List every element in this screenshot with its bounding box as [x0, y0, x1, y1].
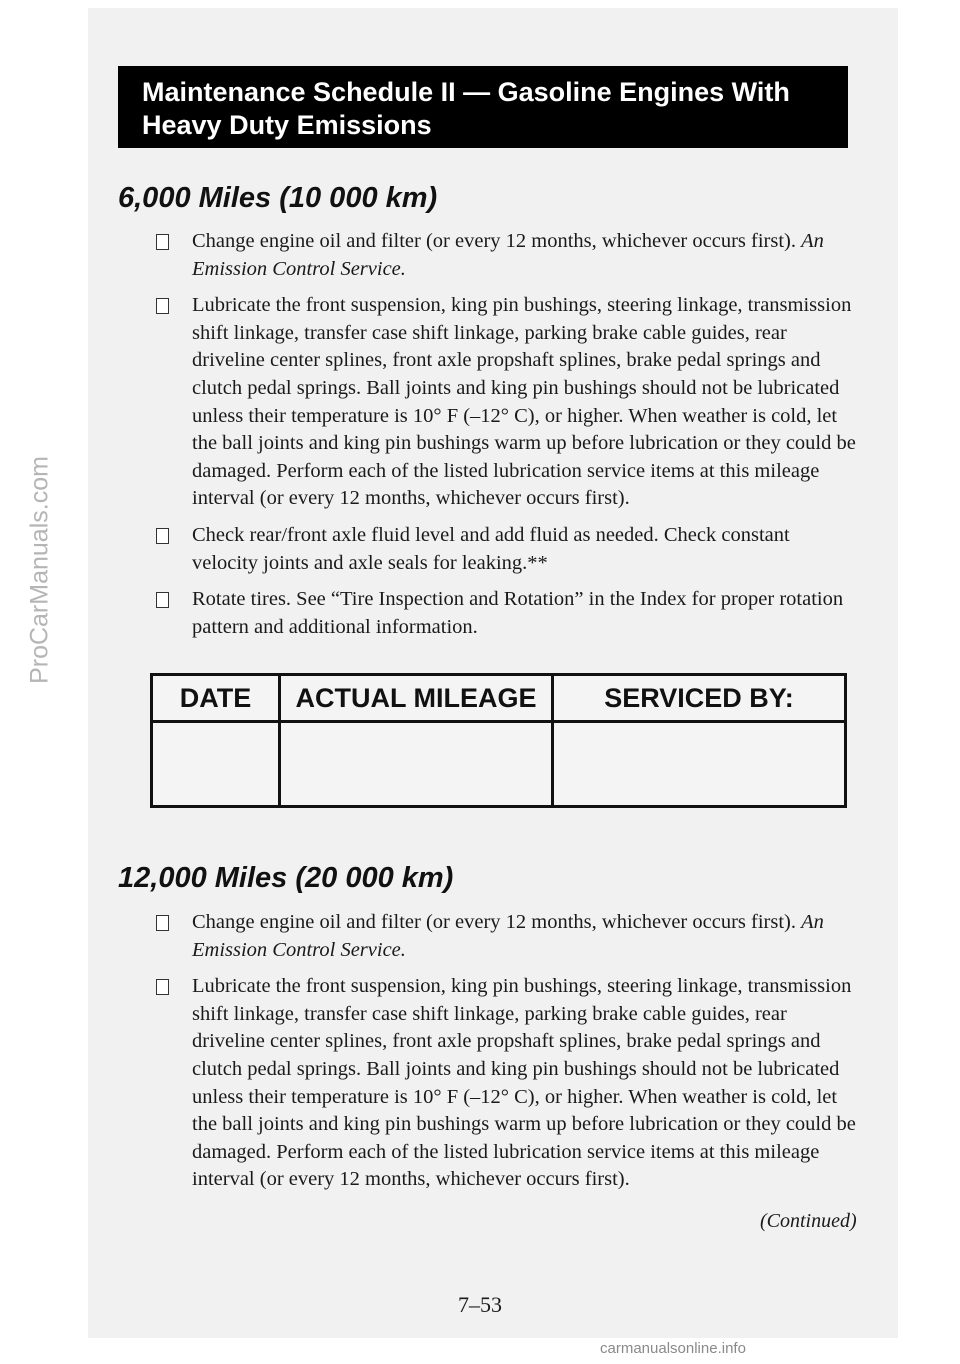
col-header-mileage: ACTUAL MILEAGE	[280, 675, 553, 722]
checkbox-icon[interactable]	[156, 592, 169, 608]
checkbox-icon[interactable]	[156, 979, 169, 995]
checklist-item: Lubricate the front suspension, king pin bushings, steering linkage, transmission shift linkage, transfer case shift linkage, parking brake cable guides, rear driveline center splines, front axle propshaft splines, brake pedal springs and clutch pedal springs. Ball joints and king pin bushings should not be lubricated unless their temperature is 10° F (–12° C), or higher. When weather is cold, let the ball joints and king pin bushings warm up before lubrication or they could be damaged. Perform each of the listed lubrication service items at this mileage interval (or every 12 months, whichever occurs first).	[156, 973, 856, 1194]
col-header-date: DATE	[152, 675, 280, 722]
checklist-item: Change engine oil and filter (or every 12 months, whichever occurs first). An Emission Control Service.	[156, 909, 856, 964]
service-log-table	[150, 673, 847, 808]
checklist-item: Lubricate the front suspension, king pin bushings, steering linkage, transmission shift linkage, transfer case shift linkage, parking brake cable guides, rear driveline center splines, front axle propshaft splines, brake pedal springs and clutch pedal springs. Ball joints and king pin bushings should not be lubricated unless their temperature is 10° F (–12° C), or higher. When weather is cold, let the ball joints and king pin bushings warm up before lubrication or they could be damaged. Perform each of the listed lubrication service items at this mileage interval (or every 12 months, whichever occurs first).	[156, 292, 856, 513]
service-log-header	[152, 675, 846, 722]
section-title-12000: 12,000 Miles (20 000 km)	[118, 862, 454, 894]
banner-title-line2: Heavy Duty Emissions	[142, 110, 432, 140]
side-watermark: ProCarManuals.com	[25, 456, 54, 684]
mileage-entry-cell[interactable]	[280, 722, 553, 807]
checkbox-icon[interactable]	[156, 915, 169, 931]
checklist-item: Rotate tires. See “Tire Inspection and Rotation” in the Index for proper rotation pattern and additional information.	[156, 586, 856, 641]
footer-watermark: carmanualsonline.info	[600, 1340, 746, 1357]
section-title-6000: 6,000 Miles (10 000 km)	[118, 182, 438, 214]
section-banner	[118, 66, 848, 148]
serviced-by-entry-cell[interactable]	[553, 722, 846, 807]
checklist-item: Check rear/front axle fluid level and add fluid as needed. Check constant velocity joints and axle seals for leaking.**	[156, 522, 856, 577]
page-number: 7–53	[458, 1292, 502, 1317]
banner-title-line1: Maintenance Schedule II — Gasoline Engines With	[142, 77, 790, 107]
checklist-6000	[156, 228, 856, 650]
checkbox-icon[interactable]	[156, 528, 169, 544]
col-header-serviced-by: SERVICED BY:	[553, 675, 846, 722]
checklist-item: Change engine oil and filter (or every 12 months, whichever occurs first). An Emission Control Service.	[156, 228, 856, 283]
checkbox-icon[interactable]	[156, 298, 169, 314]
checkbox-icon[interactable]	[156, 234, 169, 250]
date-entry-cell[interactable]	[152, 722, 280, 807]
service-log-entry-row	[152, 722, 846, 807]
checklist-12000	[156, 909, 856, 1203]
continued-note: (Continued)	[760, 1210, 857, 1232]
